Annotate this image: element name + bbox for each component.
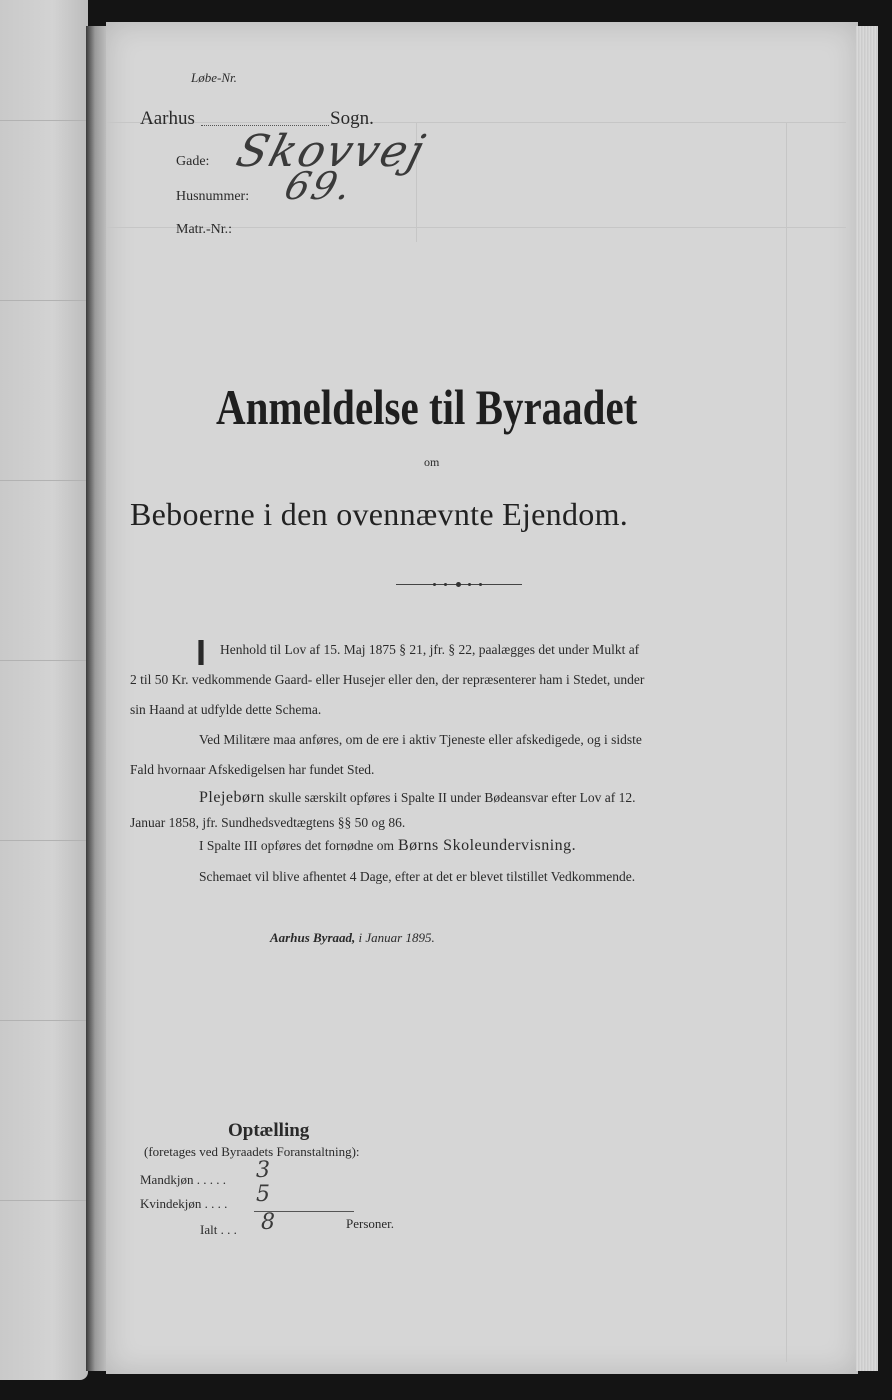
aarhus-label: Aarhus: [140, 108, 195, 129]
gade-value-handwritten: Skovvej: [231, 126, 432, 177]
personer-label: Personer.: [346, 1216, 395, 1231]
paragraph-5: Schemaet vil blive afhentet 4 Dage, efter at det er blevet tilstillet Vedkommende.: [199, 869, 636, 884]
husnummer-label: Husnummer:: [176, 189, 250, 204]
plejeborn-emphasis: Plejebørn: [199, 789, 265, 806]
mandkjon-text: Mandkjøn: [140, 1172, 194, 1187]
paragraph-4: [199, 837, 576, 855]
signature: [270, 930, 435, 946]
ialt-value-handwritten: 8: [261, 1210, 275, 1235]
document-page: [106, 22, 858, 1374]
paragraph-1-line-2: 2 til 50 Kr. vedkommende Gaard- eller Husejer eller den, der repræsenterer ham i Stedet, under: [130, 672, 645, 687]
signature-date: i Januar 1895.: [358, 930, 435, 945]
ornament-dot: [456, 582, 461, 587]
paragraph-1-line-3: sin Haand at udfylde dette Schema.: [130, 702, 322, 717]
kvindekjon-text: Kvindekjøn: [140, 1196, 202, 1211]
ornament-dot: [444, 583, 447, 586]
paragraph-3-line-2: Januar 1858, jfr. Sundhedsvedtægtens §§ 50 og 86.: [130, 815, 406, 830]
page-edges: [856, 26, 878, 1371]
ialt-text: Ialt: [200, 1222, 218, 1237]
ornament-dot: [479, 583, 482, 586]
husnummer-value-handwritten: 69.: [280, 164, 359, 208]
lobe-nr-label: Løbe-Nr.: [191, 70, 237, 85]
signature-authority: Aarhus Byraad,: [270, 930, 356, 945]
skoleundervisning-emphasis: Børns Skoleundervisning.: [397, 837, 577, 854]
paragraph-3-line-1: [199, 789, 635, 807]
document-title: Anmeldelse til Byraadet: [216, 379, 638, 435]
paragraph-2-line-1: Ved Militære maa anføres, om de ere i aktiv Tjeneste eller afskedigede, og i sidste: [199, 732, 642, 747]
paragraph-2-line-2: Fald hvornaar Afskedigelsen har fundet Sted.: [130, 762, 375, 777]
ornament-dot: [468, 583, 471, 586]
drop-cap: I: [196, 632, 207, 673]
paragraph-1-line-1: Henhold til Lov af 15. Maj 1875 § 21, jfr. § 22, paalægges det under Mulkt af: [220, 642, 640, 657]
count-subtitle: (foretages ved Byraadets Foranstaltning):: [144, 1144, 360, 1159]
ialt-label: Ialt . . .: [200, 1222, 237, 1237]
paragraph-3-line-1-rest: skulle særskilt opføres i Spalte II under Bødeansvar efter Lov af 12.: [268, 790, 636, 805]
mandkjon-value-handwritten: 3: [256, 1158, 270, 1183]
kvindekjon-label: Kvindekjøn . . . .: [140, 1196, 228, 1211]
document-subtitle: Beboerne i den ovennævnte Ejendom.: [130, 496, 629, 532]
mandkjon-label: Mandkjøn . . . . .: [140, 1172, 226, 1187]
ornament-dot: [433, 583, 436, 586]
kvindekjon-value-handwritten: 5: [256, 1182, 270, 1207]
count-title: Optælling: [228, 1120, 310, 1141]
paragraph-4-text: I Spalte III opføres det fornødne om: [199, 838, 394, 853]
om-label: om: [424, 455, 440, 469]
matr-nr-label: Matr.-Nr.:: [176, 222, 232, 237]
gade-label: Gade:: [176, 154, 210, 169]
sogn-label: Sogn.: [330, 108, 374, 129]
left-page: [0, 0, 88, 1380]
